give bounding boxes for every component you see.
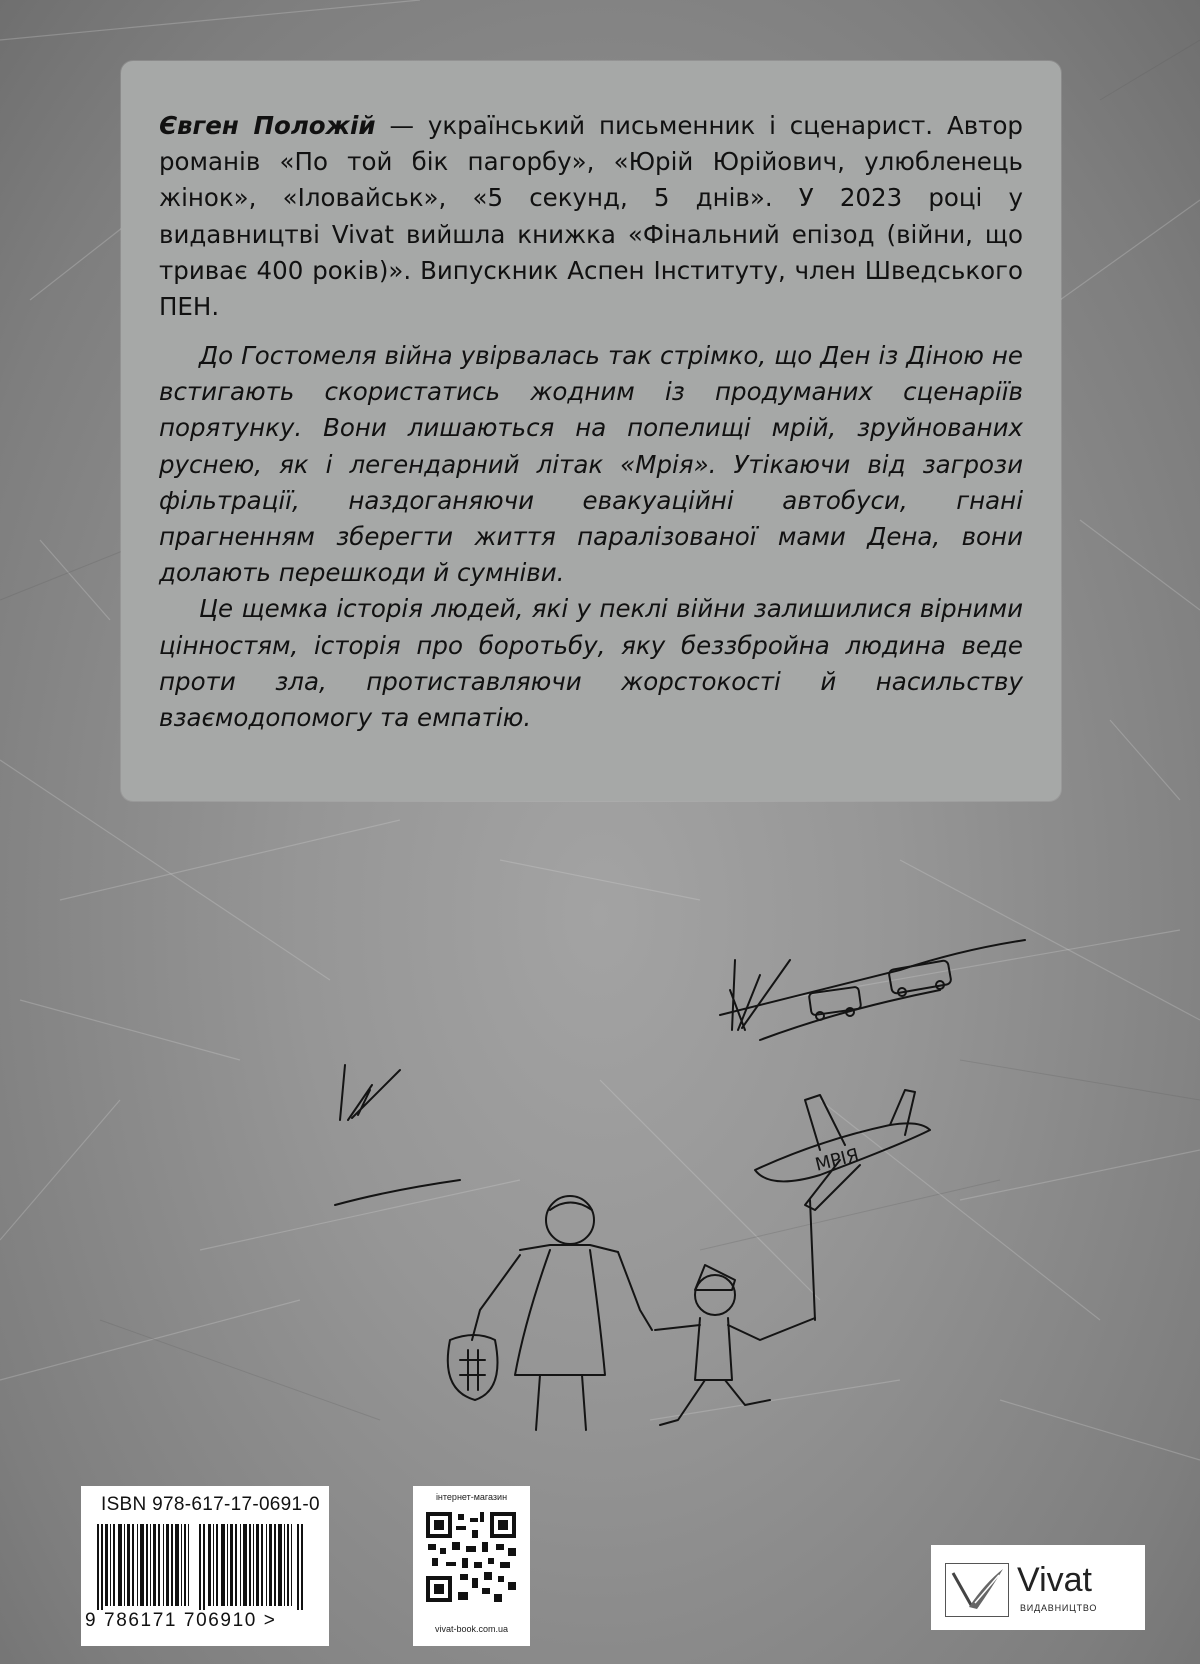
- synopsis-paragraph: Це щемка історія людей, які у пеклі війни залишилися вірними цінностям, історія про боротьбу, яку беззбройна людина веде проти зла, протиставляючи жорстокості й насильству взаємодопомогу та емпатію.: [159, 594, 1023, 733]
- barcode-icon: [95, 1524, 315, 1610]
- plane-label: МРІЯ: [813, 1144, 862, 1176]
- publisher-subtitle: ВИДАВНИЦТВО: [1020, 1603, 1098, 1613]
- synopsis-paragraph: До Гостомеля війна увірвалась так стрімко, що Ден із Діною не встигають скористатись жодним із продуманих сценаріїв порятунку. Вони лишаються на попелищі мрій, зруйнованих руснею, як і легендарний літак «Мрія». Утікаючи від загрози фільтрації, наздоганяючи евакуаційні автобуси, гнані прагненням зберегти життя паралізованої мами Дена, вони долають перешкоди й сумніви.: [159, 341, 1023, 588]
- ground-line: [335, 1180, 460, 1205]
- qr-code-icon: [426, 1512, 516, 1602]
- road-line: [720, 940, 1025, 1015]
- author-bio: [159, 108, 1023, 325]
- boy-figure: [655, 1265, 815, 1425]
- author-name: Євген Положій: [159, 111, 376, 140]
- barcode-digits: 9 786171 706910 >: [85, 1610, 277, 1631]
- isbn-label: ISBN 978-617-17-0691-0: [101, 1494, 320, 1515]
- author-bio-text: — український письменник і сценарист. Автор романів «По той бік пагорбу», «Юрій Юрійович, улюбленець жінок», «Іловайськ», «5 секунд, 5 днів». У 2023 році у видавництві Vivat вийшла книжка «Фінальний епізод (війни, що триває 400 років)». Випускник Аспен Інституту, член Шведського ПЕН.: [159, 111, 1023, 322]
- vivat-logo-icon: [945, 1563, 1009, 1617]
- grass-icon: [340, 1065, 400, 1120]
- string-line: [810, 1200, 815, 1320]
- description-panel: [121, 61, 1061, 801]
- publisher-name: Vivat: [1017, 1561, 1092, 1599]
- qr-url: vivat-book.com.ua: [434, 1624, 509, 1634]
- qr-code-block: [413, 1486, 530, 1646]
- plane-drawing: [755, 1090, 930, 1210]
- qr-label: інтернет-магазин: [435, 1492, 508, 1502]
- publisher-logo: [931, 1545, 1145, 1630]
- grass-icon: [730, 960, 790, 1030]
- woman-figure: [448, 1196, 652, 1430]
- hand-drawn-illustration: [300, 920, 1060, 1440]
- bag-icon: [448, 1335, 498, 1400]
- isbn-barcode: [81, 1486, 329, 1646]
- book-synopsis: [159, 338, 1023, 736]
